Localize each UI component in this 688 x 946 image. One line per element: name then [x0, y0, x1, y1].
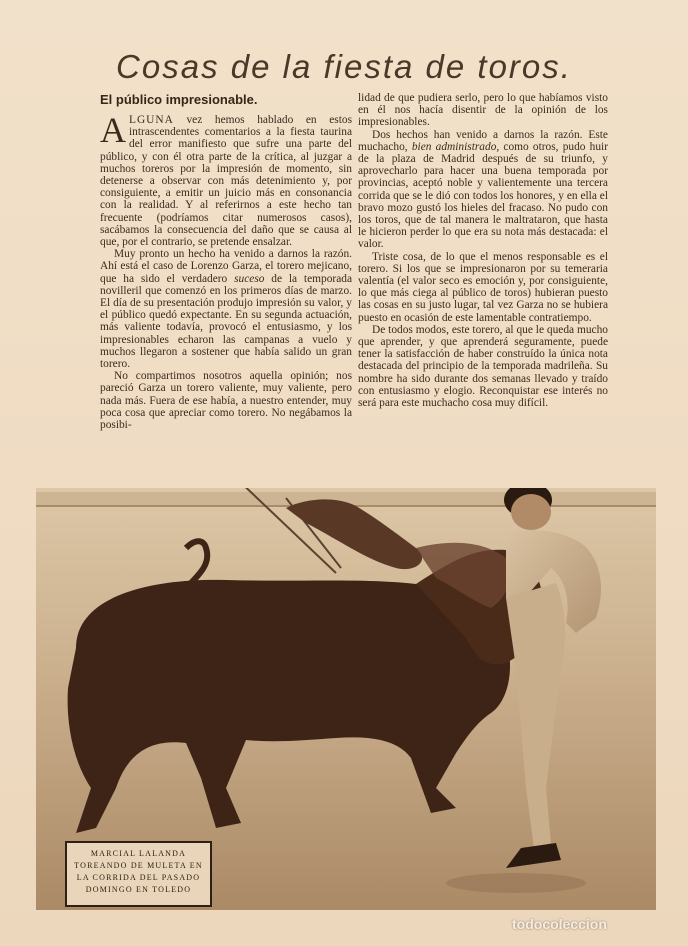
- paragraph-7: De todos modos, este torero, al que le queda mucho que aprender, y que aprenderá seguramente, puede tener la satisfacción de haber construído la única nota destacada del principio de la temporada madrileña. Su nombre ha sido durante dos semanas llevado y traído con entusiasmo y elogio. Reconquistar ese interés no será para este muchacho cosa muy difícil.: [358, 323, 608, 410]
- paragraph-6: Triste cosa, de lo que el menos responsable es el torero. Si los que se impresionaron por su temeraria valentía (el valor seco es emoción y, por consiguiente, lo que más ciega al público de toros) hubieran puesto las cosas en su justo lugar, tal vez Garza no se hubiera puesto en ocasión de este lamentable contratiempo.: [358, 250, 608, 324]
- paragraph-2-italic: suceso: [234, 272, 265, 285]
- paragraph-2-text-b: de la temporada novilleril que comenzó en los primeros días de marzo. El día de su presentación produjo impresión su valor, y el público quedó expectante. En su segunda actuación, más valiente todavía, provocó el entusiasmo, y los impresionables echaron las campanas a vuelo y muchos llegaron a sostener que había salido un gran torero.: [100, 272, 352, 371]
- paragraph-3: No compartimos nosotros aquella opinión; nos pareció Garza un torero valiente, muy valiente, pero nada más. Fuera de ese había, a nuestro entender, muy poca cosa que apreciar como torero. No negábamos la posibi-: [100, 370, 352, 432]
- paragraph-2: [100, 248, 352, 370]
- article-subtitle: El público impresionable.: [100, 92, 258, 107]
- paragraph-1: [100, 110, 352, 249]
- paragraph-5-text-b: , como otros, pudo huir de la plaza de Madrid después de su triunfo, y aprovecharlo para hacer una buena temporada por provincias, aceptó noble y valientemente una tercera corrida que se le dió con todos los honores, y en ella el bravo mozo gustó los hieles del fracaso. No pudo con los toros, que de tal manera le maltrataron, que hasta le hicieron perder lo que era su nota más destacada: el valor.: [358, 140, 608, 251]
- torero-face: [511, 494, 551, 530]
- paragraph-5-italic: bien administrado: [411, 140, 497, 153]
- paragraph-1-text: vez hemos hablado en estos intrascendentes comentarios a la fiesta taurina del error manifiesto que sufre una parte del público, y con él otra parte de la crítica, al juzgar a muchos toreros por la impresión de momento, sin detenerse a observar con más detenimiento y, por consiguiente, a emitir un juicio más en consonancia con la realidad. Y al referirnos a este hecho tan frecuente (podríamos citar numerosos casos), sacábamos la consecuencia del daño que se causa al que, por el contrario, se pretende ensalzar.: [100, 114, 352, 249]
- paragraph-2-text-a: Muy pronto un hecho ha venido a darnos la razón. Ahí está el caso de Lorenzo Garza, el torero mejicano, que ha sido el verdadero: [100, 248, 352, 285]
- text-column-right: [358, 92, 608, 498]
- paragraph-5: [358, 129, 608, 251]
- paragraph-5-text-a: Dos hechos han venido a darnos la razón. Este muchacho,: [358, 128, 608, 153]
- drop-cap: A: [100, 110, 126, 150]
- shadow: [446, 873, 586, 893]
- article-title: Cosas de la fiesta de toros.: [116, 48, 572, 85]
- photo-caption: MARCIAL LALANDA TOREANDO DE MULETA EN LA CORRIDA DEL PASADO DOMINGO EN TOLEDO: [65, 841, 212, 907]
- paragraph-4: lidad de que pudiera serlo, pero lo que habíamos visto en él nos hacía disentir de la opinión de los impresionables.: [358, 92, 608, 129]
- text-column-left: [100, 92, 352, 498]
- watermark: todocoleccion: [512, 916, 607, 932]
- smallcaps-opening: LGUNA: [129, 114, 174, 126]
